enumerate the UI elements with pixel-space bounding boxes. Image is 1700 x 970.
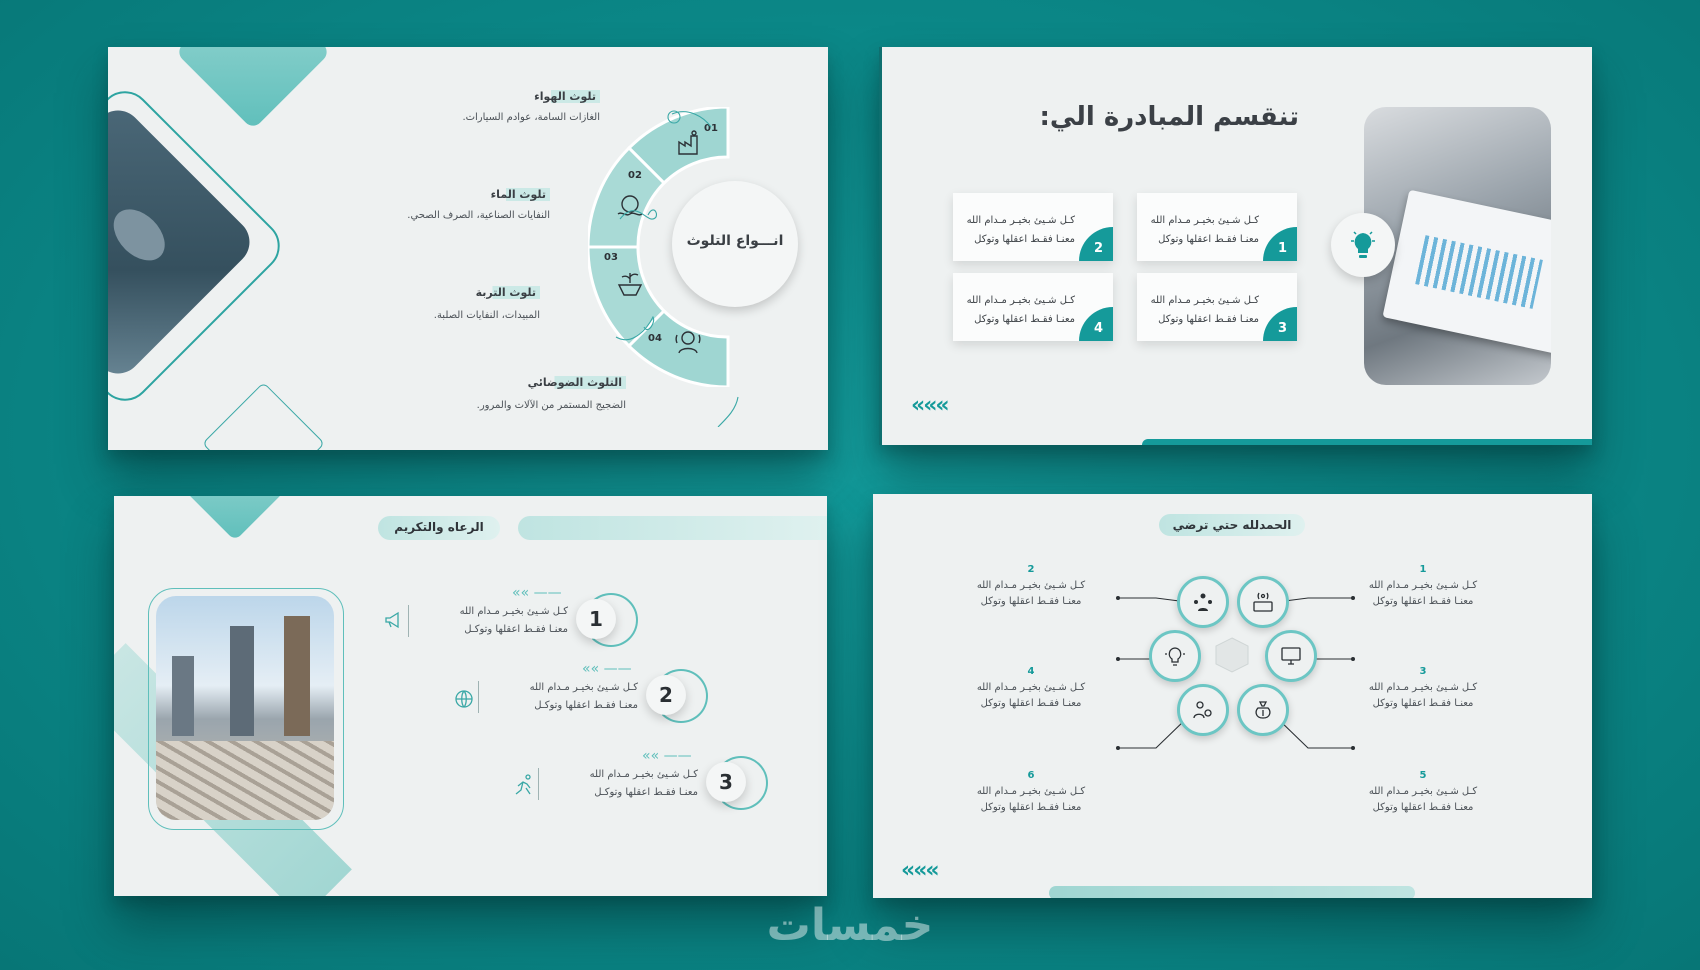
item-2-line1: كـل شـيئ بخيـر مـدام الله (976, 580, 1086, 591)
top-triangle-decoration (184, 496, 286, 541)
item-3-line2: معنـا فقـط اعقلها وتوكل (1372, 698, 1474, 709)
item-2-line2: معنـا فقـط اعقلها وتوكل (980, 596, 1082, 607)
item-5-number: 5 (1419, 770, 1427, 781)
ring-money (1237, 684, 1289, 736)
manager-settings-icon (1191, 698, 1215, 722)
item-4-line1: كـل شـيئ بخيـر مـدام الله (976, 682, 1086, 693)
thanks-item-6 (971, 768, 1091, 816)
slide-sponsors (114, 496, 827, 896)
card-1-line1: كـل شـيئ بخيـر مـدام الله (1150, 215, 1259, 226)
lightbulb-badge (1331, 213, 1395, 277)
item-4-line2: معنـا فقـط اعقلها وتوكل (980, 698, 1082, 709)
thanks-item-1 (1363, 562, 1483, 610)
chevrons-arrows: ««« (911, 393, 948, 418)
ring-live (1237, 576, 1289, 628)
sponsor-item-2 (454, 661, 827, 731)
title-pill-right (518, 516, 827, 540)
card-2-number: 2 (1093, 241, 1103, 256)
ring-team (1177, 576, 1229, 628)
megaphone-icon (384, 611, 404, 629)
item-2-number: 2 (1027, 564, 1035, 575)
watermark-logo: خمسات (766, 900, 934, 951)
thanks-item-5 (1363, 768, 1483, 816)
team-icon (1191, 590, 1215, 614)
item-water-title: تلوث الماء (487, 188, 550, 201)
segment-number-04: 04 (648, 333, 662, 344)
item-4-number: 4 (1027, 666, 1035, 677)
ring-manager (1177, 684, 1229, 736)
item-1-number: 1 (589, 607, 603, 631)
segment-number-01: 01 (704, 123, 718, 134)
item-water-desc: النفايات الصناعية، الصرف الصحي. (407, 210, 550, 221)
sponsors-title: الرعاه والتكريم (394, 520, 484, 534)
photo-city-construction (156, 596, 334, 820)
item-3-number: 3 (719, 770, 733, 794)
item-6-line2: معنـا فقـط اعقلها وتوكل (980, 802, 1082, 813)
item-air-title: تلوث الهواء (530, 90, 600, 103)
item-1-text (418, 603, 568, 639)
item-6-line1: كـل شـيئ بخيـر مـدام الله (976, 786, 1086, 797)
runner-icon (514, 774, 536, 796)
globe-icon (454, 689, 474, 709)
initiative-card-4 (953, 273, 1113, 341)
bottom-teal-bar (1142, 439, 1592, 445)
slide-thanks (873, 494, 1592, 898)
item-2-text (488, 679, 638, 715)
item-3-text (548, 766, 698, 802)
item-3-line1: كـل شـيئ بخيـر مـدام الله (1368, 682, 1478, 693)
initiative-card-2 (953, 193, 1113, 261)
item-1-line2: معنـا فقـط اعقلها وتوكل (1372, 596, 1474, 607)
item-6-number: 6 (1027, 770, 1035, 781)
card-3-line2: معنـا فقـط اعقلها وتوكل (1158, 314, 1259, 325)
card-3-number: 3 (1277, 321, 1287, 336)
card-2-line2: معنـا فقـط اعقلها وتوكل (974, 234, 1075, 245)
item-3-number: 3 (1419, 666, 1427, 677)
item-2-line1: كـل شـيئ بخيـر مـدام الله (529, 682, 638, 693)
bottom-triangle-outline (202, 382, 325, 450)
card-3-line1: كـل شـيئ بخيـر مـدام الله (1150, 295, 1259, 306)
left-teal-edge (879, 47, 882, 445)
item-1-line2: معنـا فقـط اعقلها وتوكـل (464, 624, 568, 635)
item-5-line1: كـل شـيئ بخيـر مـدام الله (1368, 786, 1478, 797)
center-title: انـــواع التلوث (686, 233, 784, 249)
sponsor-item-1 (384, 585, 784, 651)
segment-number-02: 02 (628, 170, 642, 181)
item-3-line2: معنـا فقـط اعقلها وتوكـل (594, 787, 698, 798)
item-soil-desc: المبيدات، النفايات الصلبة. (433, 310, 540, 321)
thanks-title: الحمدلله حتي ترضي (1172, 518, 1292, 532)
item-2-number: 2 (659, 683, 673, 707)
slide-initiative (879, 47, 1592, 445)
ring-monitor (1265, 630, 1317, 682)
thanks-item-2 (971, 562, 1091, 610)
chevrons-arrows: ««« (901, 858, 938, 883)
item-2-divider (478, 681, 479, 713)
item-soil-title: تلوث التربة (472, 286, 540, 299)
item-1-number: 1 (1419, 564, 1427, 575)
slide-pollution-types (108, 47, 828, 450)
card-1-line2: معنـا فقـط اعقلها وتوكل (1158, 234, 1259, 245)
card-1-number: 1 (1277, 241, 1287, 256)
card-4-line1: كـل شـيئ بخيـر مـدام الله (966, 295, 1075, 306)
money-bag-icon (1251, 698, 1275, 722)
bottom-pill-bar (1049, 886, 1415, 898)
initiative-card-1 (1137, 193, 1297, 261)
thanks-item-4 (971, 664, 1091, 712)
card-4-number: 4 (1093, 321, 1103, 336)
item-3-chevrons: «« —— (642, 748, 692, 764)
card-2-line1: كـل شـيئ بخيـر مـدام الله (966, 215, 1075, 226)
item-1-divider (408, 605, 409, 637)
ring-idea (1149, 630, 1201, 682)
item-5-line2: معنـا فقـط اعقلها وتوكل (1372, 802, 1474, 813)
item-3-number-circle (706, 762, 746, 802)
live-broadcast-icon (1251, 590, 1275, 614)
segment-number-03: 03 (604, 252, 618, 263)
monitor-icon (1279, 644, 1303, 668)
connector-lines (508, 87, 788, 427)
item-1-chevrons: «« —— (512, 585, 562, 601)
thanks-item-3 (1363, 664, 1483, 712)
top-triangle-decoration (175, 47, 331, 130)
item-soil (320, 281, 540, 321)
card-4-line2: معنـا فقـط اعقلها وتوكل (974, 314, 1075, 325)
initiative-title: تنقسم المبادرة الي: (1039, 102, 1299, 132)
item-2-chevrons: «« —— (582, 661, 632, 677)
sponsor-item-3 (514, 748, 827, 818)
item-1-number-circle (576, 599, 616, 639)
lightbulb-icon (1163, 644, 1187, 668)
item-3-line1: كـل شـيئ بخيـر مـدام الله (589, 769, 698, 780)
item-1-line1: كـل شـيئ بخيـر مـدام الله (1368, 580, 1478, 591)
lightbulb-icon (1349, 229, 1377, 261)
item-air-desc: الغازات السامة، عوادم السيارات. (462, 112, 600, 123)
item-noise-title: التلوث الضوضائي (524, 376, 626, 389)
item-3-divider (538, 768, 539, 800)
item-noise-desc: الضجيج المستمر من الآلات والمرور. (476, 400, 626, 411)
item-1-line1: كـل شـيئ بخيـر مـدام الله (459, 606, 568, 617)
item-2-number-circle (646, 675, 686, 715)
initiative-card-3 (1137, 273, 1297, 341)
item-2-line2: معنـا فقـط اعقلها وتوكـل (534, 700, 638, 711)
